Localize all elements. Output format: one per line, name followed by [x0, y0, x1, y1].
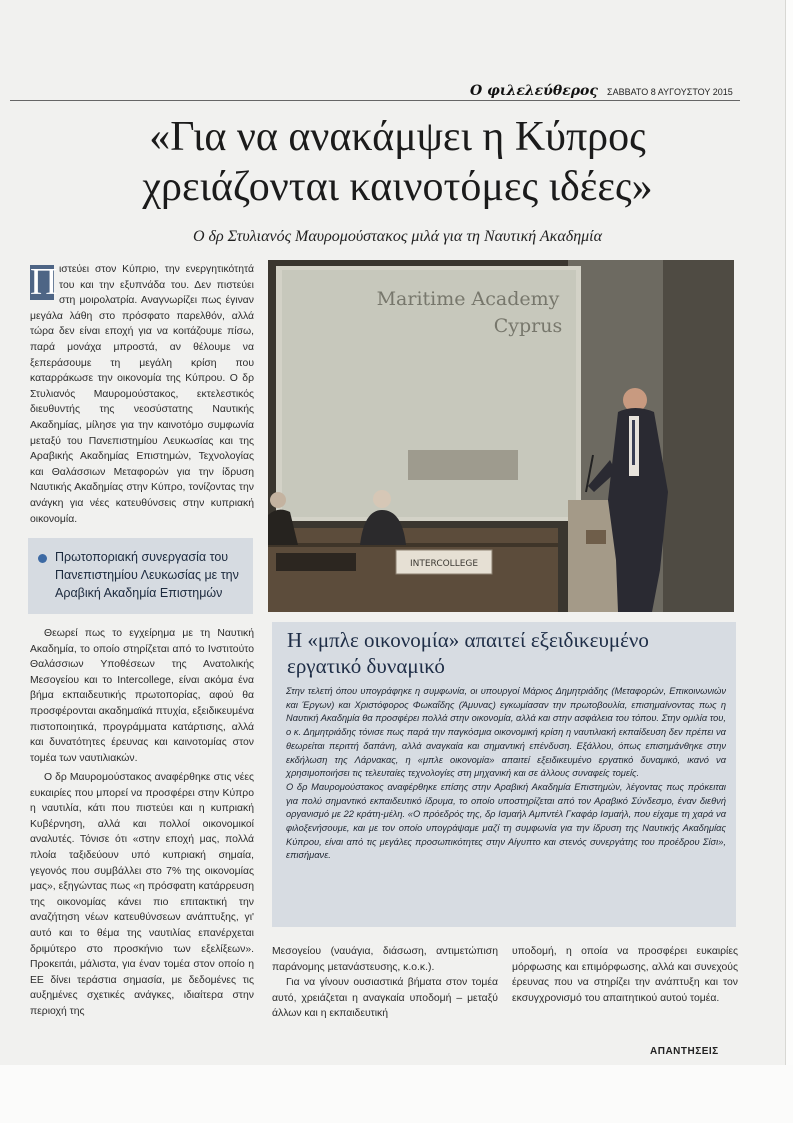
- screen-title-line-1: Maritime Academy: [376, 288, 560, 310]
- page-margin: [0, 1065, 793, 1123]
- sidebar-heading: Πρωτοποριακή συνεργασία του Πανεπιστημίου Λευκωσίας με την Αραβική Ακαδημία Επιστημών: [55, 550, 239, 600]
- bullet-icon: [38, 554, 47, 563]
- newspaper-name: Ο φιλελεύθερος: [470, 83, 598, 99]
- box-title: Η «μπλε οικονομία» απαιτεί εξειδικευμένο εργατικό δυναμικό: [287, 628, 649, 678]
- column-2-paragraph: Για να γίνουν ουσιαστικά βήματα στον τομέα αυτό, χρειάζεται η αναγκαία υποδομή – μεταξύ άλλων και η εκπαιδευτική: [272, 977, 498, 1020]
- screen-title-line-2: Cyprus: [493, 315, 563, 337]
- lead-text: ιστεύει στον Κύπριο, την ενεργητικότητά του και την εξυπνάδα του. Δεν πιστεύει στη μοιρολατρία. Αναγνωρίζει πως έγιναν μεγάλα λάθη στο πρόσφατο παρελθόν, αλλά τώρα δεν είναι εποχή για να κοιτάζουμε πίσω, παρά μονάχα μπροστά, αν θέλουμε να ξεπεράσουμε τη μεγάλη κρίση που καταρράκωσε την οικονομία της Κύπρου. Ο δρ Στυλιανός Μαυρομούστακος, εκτελεστικός διευθυντής της νεοσύστατης Ναυτικής Ακαδημίας, μίλησε για την καινοτόμο συμφωνία μεταξύ του Πανεπιστημίου Λευκωσίας και της Αραβικής Ακαδημίας Επιστημών, Τεχνολογίας και Θαλάσσιων Μεταφορών για την ίδρυση Ναυτικής Ακαδημίας στην Κύπρο, τονίζοντας την ανάγκη για νέες κατευθύνσεις στην κυπριακή οικονομία.: [30, 264, 254, 525]
- paragraph-shipping: Ο δρ Μαυρομούστακος αναφέρθηκε στις νέες ευκαιρίες που μπορεί να προσφέρει στην Κύπρο η ναυτιλία, κάτι που πιστεύει και η κυπριακή Κυβέρνηση, αλλά και πολλοί οικονομικοί αναλυτές. Τόνισε ότι «στην εποχή μας, πολλά πλοία ταξιδεύουν υπό κυπριακή σημαία, γεγονός που συμβάλλει στο 7% της οικονομίας μας», εξηγώντας πως «η πρόσφατη κατάρρευση της οικονομίας κάνει πιο επιτακτική την αναζήτηση νέων κατευθύνσεων ανάπτυξης, γι' αυτό και το θέμα της ναυτιλίας επανέρχεται δριμύτερο στο προσκήνιο των εξελίξεων». Προκειτάι, μάλιστα, για έναν τομέα στον οποίο η ΕΕ δίνει τεράστια σημασία, με δεδομένες τις αυξημένες σχετικές ανάγκες, ιδιαίτερα στην περιοχή της: [30, 772, 254, 1017]
- table-sign: INTERCOLLEGE: [409, 559, 479, 569]
- headline-line-2: χρειάζονται καινοτόμες ιδέες»: [142, 164, 653, 210]
- continued-label: ΑΠΑΝΤΗΣΕΙΣ: [650, 1046, 719, 1057]
- header-rule: [10, 100, 740, 101]
- article-subheadline: Ο δρ Στυλιανός Μαυρομούστακος μιλά για τη Ναυτική Ακαδημία: [192, 228, 602, 245]
- box-text: [286, 685, 726, 863]
- article-headline: [20, 112, 775, 212]
- sidebar-callout: [28, 538, 253, 614]
- drop-cap: Π: [30, 261, 58, 303]
- column-2-continuation: Μεσογείου (ναυάγια, διάσωση, αντιμετώπιση παράνομης μετανάστευσης, κ.ο.κ.).: [272, 946, 498, 973]
- box-paragraph-1: Στην τελετή όπου υπογράφηκε η συμφωνία, οι υπουργοί Μάριος Δημητριάδης (Μεταφορών, Επικοινωνιών και Έργων) και Χριστόφορος Φωκαΐδης (Άμυνας) εγκωμίασαν την πρωτοβουλία, επισημαίνοντας πως η Ναυτική Ακαδημία θα προσφέρει πολλά στην οικονομία, αλλά και στην ασφάλεια του τόπου. Στην ομιλία του, ο κ. Δημητριάδης τόνισε πως παρά την παγκόσμια οικονομική κρίση η ναυτιλιακή εκπαίδευση δεν πρέπει να θεωρείται περιττή δαπάνη, αλλά αναγκαία και σημαντική επένδυση. Εξάλλου, όπως επισημάνθηκε στην εκδήλωση της Λάρνακας, η «μπλε οικονομία» απαιτεί εξειδικευμένο εργατικό δυναμικό, ικανό να χρησιμοποιήσει τις τελευταίες τεχνολογίες στη μηχανική και σε άλλους συναφείς τομείς.: [286, 686, 726, 779]
- column-3-paragraph: υποδομή, η οποία να προσφέρει ευκαιρίες μόρφωσης και επιμόρφωσης, αλλά και συνεχούς έρευνας που να στηρίζει την ανάπτυξη και τον εκσυγχρονισμό του απαιτητικού αυτού τομέα.: [512, 946, 738, 1004]
- ceremony-photo-illustration: [268, 260, 734, 612]
- article-photo: [268, 260, 734, 612]
- lead-paragraph: [30, 262, 254, 527]
- box-paragraph-2: Ο δρ Μαυρομούστακος αναφέρθηκε επίσης στην Αραβική Ακαδημία Επιστημών, λέγοντας πως πρόκειται για πολύ σημαντικό εκπαιδευτικό ίδρυμα, το οποίο υποστηρίζεται από τον Αραβικό Σύνδεσμο, έναν διεθνή οργανισμό με 22 κράτη-μέλη. «Ο πρόεδρός της, δρ Ισμαήλ Αμπντέλ Γκαφάρ Ισμαήλ, που είχαμε τη χαρά να φιλοξενήσουμε, και με τον οποίο υπογράψαμε μαζί τη συμφωνία για την ίδρυση της Ναυτικής Ακαδημίας Κύπρου, είναι από τις μεγάλες προσωπικότητες στην Αίγυπτο και στενός συνεργάτης του προέδρου Σίσι», επισήμανε.: [286, 781, 726, 861]
- paragraph-academy: Θεωρεί πως το εγχείρημα με τη Ναυτική Ακαδημία, το οποίο στηρίζεται από το Ινστιτούτο Θαλάσσιων Υποθέσεων της Ανατολικής Μεσογείου και το Intercollege, είναι ακόμα ένα βήμα εκπαιδευτικής πρωτοπορίας, αφού θα προσφέρονται ακαδημαϊκά πτυχία, εξειδικευμένα πιστοποιητικά, προγράμματα κατάρτισης, αλλά και δυνατότητες έρευνας και καινοτομίας στον τομέα των ναυτιλιακών.: [30, 628, 254, 764]
- masthead: [470, 80, 735, 98]
- headline-line-1: «Για να ανακάμψει η Κύπρος: [149, 114, 646, 160]
- issue-date: ΣΑΒΒΑΤΟ 8 ΑΥΓΟΥΣΤΟΥ 2015: [607, 87, 733, 97]
- sidebar-box: [272, 622, 736, 927]
